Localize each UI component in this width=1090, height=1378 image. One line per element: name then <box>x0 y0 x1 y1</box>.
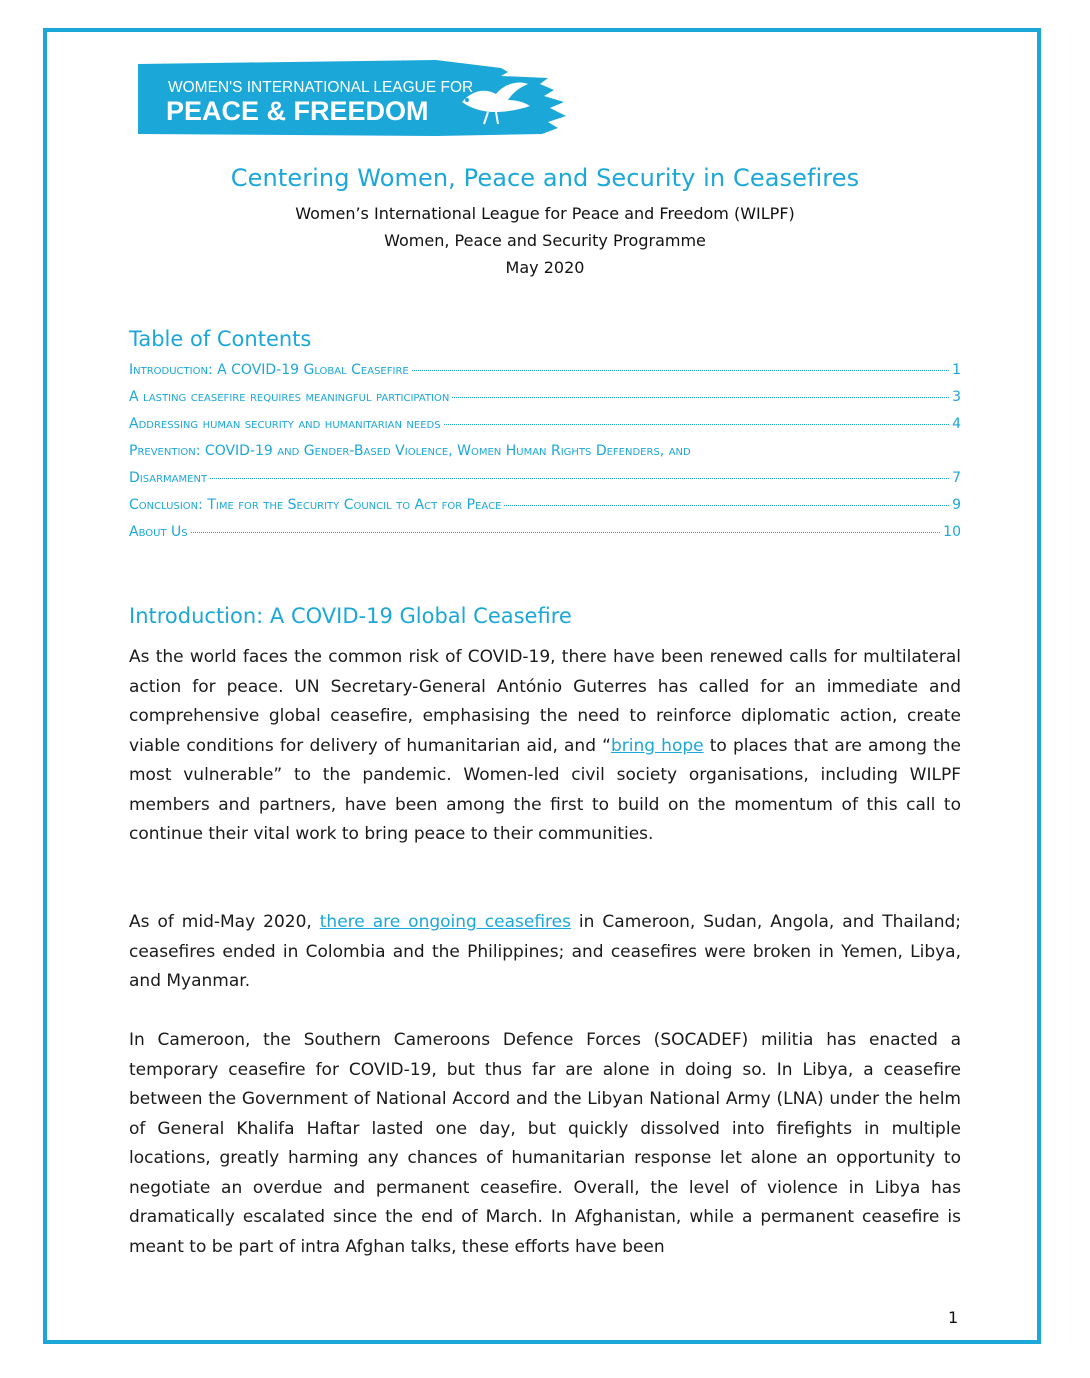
toc-leader-dots <box>504 505 949 506</box>
intro-paragraph-2 <box>129 908 961 997</box>
toc-page-number: 10 <box>943 524 961 540</box>
toc-page-number: 4 <box>952 416 961 432</box>
toc-leader-dots <box>452 397 949 398</box>
organization-name: Women’s International League for Peace and Freedom (WILPF) <box>295 204 795 223</box>
page-number: 1 <box>948 1308 959 1327</box>
toc-entry-prevention-line1[interactable]: Prevention: COVID-19 and Gender-Based Violence, Women Human Rights Defenders, and <box>129 443 691 459</box>
toc-heading: Table of Contents <box>129 327 312 351</box>
ongoing-ceasefires-link[interactable]: there are ongoing ceasefires <box>319 912 571 932</box>
toc-entry-participation[interactable] <box>129 389 961 409</box>
toc-entry-label: Disarmament <box>129 470 208 486</box>
toc-entry-label: Conclusion: Time for the Security Council to Act for Peace <box>129 497 502 513</box>
toc-page-number: 3 <box>952 389 961 405</box>
toc-entry-about-us[interactable] <box>129 524 961 544</box>
toc-entry-label: About Us <box>129 524 188 540</box>
section-heading-introduction: Introduction: A COVID-19 Global Ceasefire <box>129 604 572 628</box>
toc-entry-label: Introduction: A COVID-19 Global Ceasefire <box>129 362 409 378</box>
paragraph-text: to places that are among the most vulnerable” to the pandemic. Women-led civil society organisations, including WILPF members and partners, have been among the first to build on the momentum of this call to continue their vital work to bring peace to their communities. <box>129 735 961 844</box>
paragraph-text: As of mid-May 2020, <box>129 912 320 932</box>
toc-entry-prevention[interactable] <box>129 470 961 490</box>
toc-entry-introduction[interactable] <box>129 362 961 382</box>
bring-hope-link[interactable]: bring hope <box>610 735 704 756</box>
document-date: May 2020 <box>505 258 585 277</box>
wilpf-logo <box>136 54 566 140</box>
toc-leader-dots <box>191 532 941 533</box>
toc-leader-dots <box>412 370 949 371</box>
intro-paragraph-1 <box>129 643 961 850</box>
logo-line2: PEACE & FREEDOM <box>166 96 429 126</box>
toc-entry-label: Addressing human security and humanitarian needs <box>129 416 441 432</box>
document-title: Centering Women, Peace and Security in Ceasefires <box>230 164 860 192</box>
paragraph-text: in Cameroon, Sudan, Angola, and Thailand; ceasefires ended in Colombia and the Philippines; and ceasefires were broken in Yemen, Libya, and Myanmar. <box>129 912 961 991</box>
toc-entry-human-security[interactable] <box>129 416 961 436</box>
toc-page-number: 1 <box>952 362 961 378</box>
toc-entry-label: A lasting ceasefire requires meaningful participation <box>129 389 450 405</box>
toc-page-number: 7 <box>952 470 961 486</box>
toc-entry-conclusion[interactable] <box>129 497 961 517</box>
paragraph-text: As the world faces the common risk of COVID-19, there have been renewed calls for multilateral action for peace. UN Secretary-General António Guterres has called for an immediate and comprehensive global ceasefire, emphasising the need to reinforce diplomatic action, create viable conditions for delivery of humanitarian aid, and “ <box>129 647 961 756</box>
toc-page-number: 9 <box>952 497 961 513</box>
intro-paragraph-3: In Cameroon, the Southern Cameroons Defence Forces (SOCADEF) militia has enacted a temporary ceasefire for COVID-19, but thus far are alone in doing so. In Libya, a ceasefire between the Government of National Accord and the Libyan National Army (LNA) under the helm of General Khalifa Haftar lasted one day, but quickly dissolved into firefights in multiple locations, greatly harming any chances of humanitarian response let alone an opportunity to negotiate an overdue and permanent ceasefire. Overall, the level of violence in Libya has dramatically escalated since the end of March. In Afghanistan, while a permanent ceasefire is meant to be part of intra Afghan talks, these efforts have been <box>129 1030 961 1257</box>
programme-name: Women, Peace and Security Programme <box>384 231 706 250</box>
toc-leader-dots <box>444 424 950 425</box>
logo-line1: WOMEN'S INTERNATIONAL LEAGUE FOR <box>168 79 474 96</box>
toc-leader-dots <box>210 478 949 479</box>
